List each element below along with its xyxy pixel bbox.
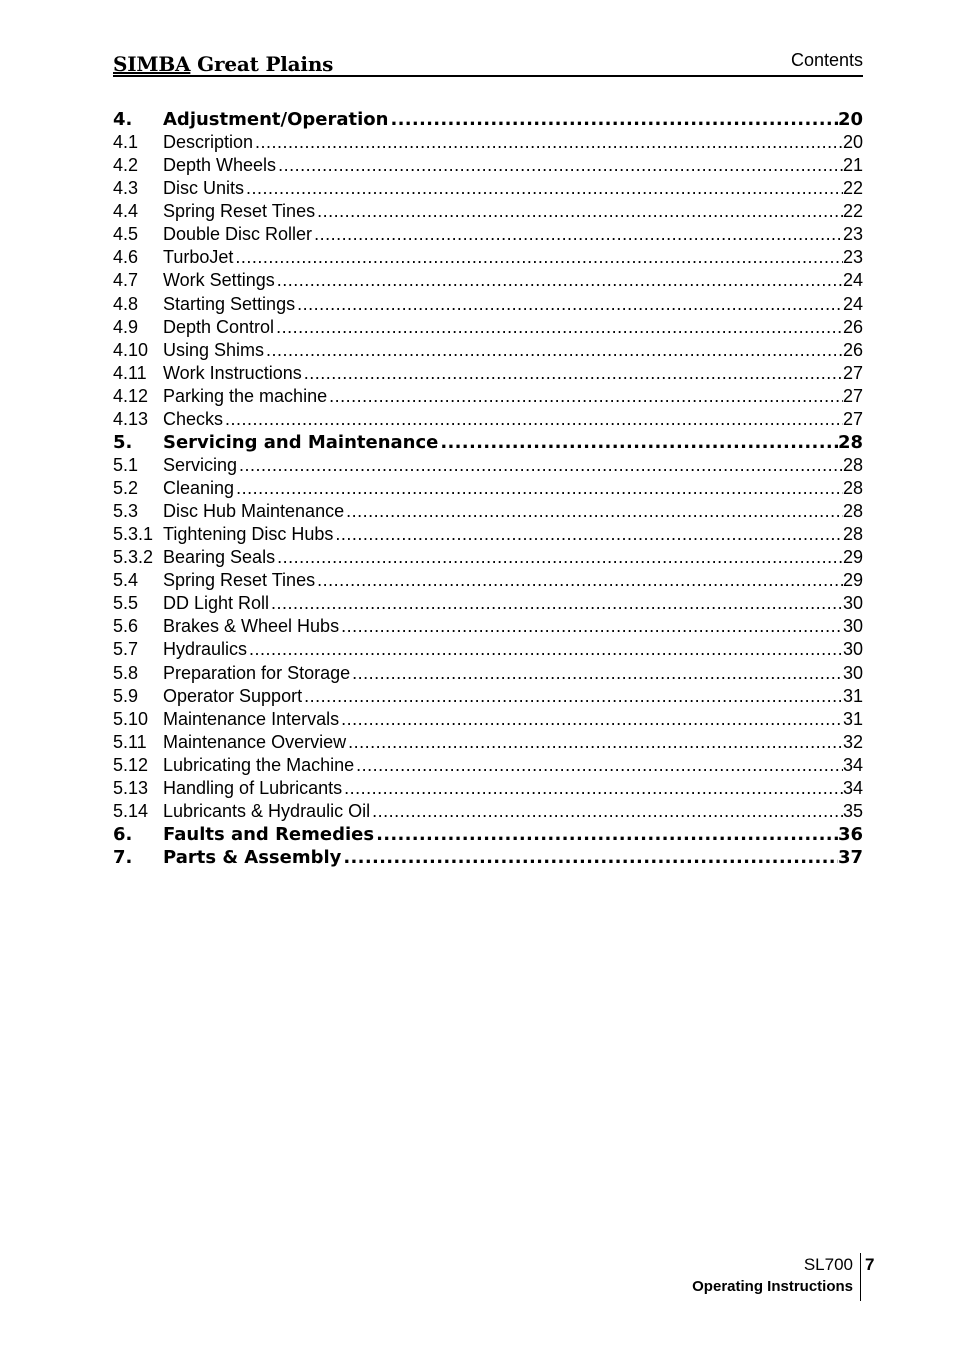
page-header: [113, 48, 863, 77]
toc-leader-dots: [314, 223, 843, 246]
toc-entry-number: 4.7: [113, 270, 139, 291]
toc-entry-title: Spring Reset Tines: [163, 570, 316, 591]
toc-entry[interactable]: [113, 546, 863, 569]
toc-entry-title: Adjustment/Operation: [163, 109, 389, 130]
toc-leader-dots: [335, 523, 843, 546]
toc-leader-dots: [440, 431, 838, 454]
toc-leader-dots: [346, 500, 843, 523]
toc-entry[interactable]: [113, 708, 863, 731]
toc-entry[interactable]: [113, 662, 863, 685]
toc-entry-title: TurboJet: [163, 247, 234, 268]
toc-entry-title: Lubricating the Machine: [163, 754, 355, 775]
toc-leader-dots: [390, 108, 837, 131]
toc-entry-title: Spring Reset Tines: [163, 201, 316, 222]
toc-entry-title: Maintenance Intervals: [163, 708, 340, 729]
toc-entry-title: Tightening Disc Hubs: [163, 524, 334, 545]
toc-leader-dots: [239, 454, 843, 477]
toc-entry[interactable]: [113, 615, 863, 638]
toc-entry-number: 6.: [113, 823, 133, 845]
toc-entry-page: 20: [842, 132, 863, 153]
toc-entry[interactable]: [113, 223, 863, 246]
toc-entry-title: Disc Units: [163, 178, 245, 199]
toc-entry-number: 4.13: [113, 408, 149, 429]
toc-entry-title: Work Instructions: [163, 362, 302, 383]
page-footer: [692, 1253, 861, 1301]
toc-entry-title: Hydraulics: [163, 639, 248, 660]
toc-entry[interactable]: [113, 408, 863, 431]
toc-leader-dots: [329, 385, 843, 408]
toc-entry[interactable]: [113, 154, 863, 177]
toc-entry-page: 26: [842, 316, 863, 337]
toc-entry[interactable]: [113, 362, 863, 385]
toc-entry-number: 4.4: [113, 201, 139, 222]
toc-entry-page: 28: [842, 524, 863, 545]
toc-entry[interactable]: [113, 685, 863, 708]
toc-leader-dots: [246, 177, 843, 200]
toc-entry-page: 30: [842, 616, 863, 637]
toc-entry-number: 4.1: [113, 132, 139, 153]
brand-name-great-plains: Great Plains: [190, 52, 334, 76]
toc-entry-number: 4.11: [113, 362, 147, 383]
toc-entry[interactable]: [113, 477, 863, 500]
toc-entry-page: 29: [842, 547, 863, 568]
toc-entry-page: 37: [837, 847, 863, 868]
toc-entry-page: 27: [842, 408, 863, 429]
toc-leader-dots: [249, 638, 843, 661]
toc-entry-page: 30: [842, 662, 863, 683]
toc-entry[interactable]: [113, 731, 863, 754]
toc-entry-title: Parts & Assembly: [163, 847, 342, 868]
toc-entry-page: 20: [837, 109, 863, 130]
toc-entry-page: 22: [842, 178, 863, 199]
toc-leader-dots: [341, 708, 843, 731]
toc-entry-number: 5.9: [113, 685, 139, 706]
toc-entry-title: Servicing and Maintenance: [163, 431, 439, 453]
toc-entry-page: 35: [842, 800, 863, 821]
toc-entry-title: Depth Control: [163, 316, 275, 337]
toc-entry[interactable]: [113, 246, 863, 269]
toc-entry-number: 5.3.1: [113, 524, 154, 545]
toc-entry-page: 28: [842, 454, 863, 475]
toc-entry-page: 36: [837, 823, 863, 845]
toc-entry[interactable]: [113, 777, 863, 800]
toc-entry[interactable]: [113, 200, 863, 223]
toc-entry-number: 5.10: [113, 708, 149, 729]
toc-entry-title: Faults and Remedies: [163, 823, 375, 845]
toc-entry[interactable]: [113, 269, 863, 292]
toc-entry-number: 5.13: [113, 777, 149, 798]
toc-entry-page: 23: [842, 224, 863, 245]
toc-entry-number: 4.2: [113, 155, 139, 176]
toc-entry-number: 5.11: [113, 731, 147, 752]
toc-entry-page: 23: [842, 247, 863, 268]
toc-leader-dots: [376, 823, 838, 846]
toc-entry-number: 4.: [113, 109, 133, 130]
toc-leader-dots: [271, 592, 843, 615]
toc-leader-dots: [344, 777, 843, 800]
toc-entry-number: 4.9: [113, 316, 139, 337]
toc-entry-number: 7.: [113, 847, 133, 868]
section-title: Contents: [790, 50, 863, 70]
toc-leader-dots: [236, 477, 843, 500]
toc-entry-title: Starting Settings: [163, 293, 296, 314]
toc-entry-title: Depth Wheels: [163, 155, 277, 176]
toc-entry-page: 30: [842, 639, 863, 660]
toc-entry-title: Preparation for Storage: [163, 662, 351, 683]
toc-entry-page: 29: [842, 570, 863, 591]
model-name: SL700: [803, 1255, 853, 1274]
toc-leader-dots: [304, 362, 843, 385]
toc-entry[interactable]: [113, 339, 863, 362]
toc-leader-dots: [225, 408, 843, 431]
toc-entry[interactable]: [113, 316, 863, 339]
toc-entry-title: Bearing Seals: [163, 547, 276, 568]
toc-entry-page: 28: [837, 431, 863, 453]
toc-leader-dots: [356, 754, 843, 777]
toc-leader-dots: [348, 731, 843, 754]
toc-entry[interactable]: [113, 131, 863, 154]
toc-entry-title: Parking the machine: [163, 385, 328, 406]
toc-entry-page: 31: [842, 708, 863, 729]
toc-entry-title: Maintenance Overview: [163, 731, 347, 752]
toc-entry-title: Description: [163, 132, 254, 153]
toc-entry-number: 4.12: [113, 385, 149, 406]
toc-entry-title: Work Settings: [163, 270, 275, 291]
toc-entry-page: 28: [842, 501, 863, 522]
toc-leader-dots: [277, 546, 843, 569]
toc-leader-dots: [235, 246, 843, 269]
brand-logo: [113, 53, 333, 75]
toc-entry-title: DD Light Roll: [163, 593, 270, 614]
toc-leader-dots: [341, 615, 843, 638]
toc-entry[interactable]: [113, 800, 863, 823]
toc-entry-page: 34: [842, 754, 863, 775]
toc-entry-number: 4.8: [113, 293, 139, 314]
toc-entry[interactable]: [113, 431, 863, 454]
toc-entry-title: Disc Hub Maintenance: [163, 501, 345, 522]
footer-info: [692, 1253, 861, 1301]
toc-entry-page: 30: [842, 593, 863, 614]
toc-entry-number: 5.7: [113, 639, 139, 660]
toc-entry[interactable]: [113, 500, 863, 523]
toc-entry-number: 5.12: [113, 754, 149, 775]
table-of-contents: [113, 108, 863, 869]
toc-entry-number: 5.3: [113, 501, 139, 522]
toc-leader-dots: [352, 662, 843, 685]
toc-entry[interactable]: [113, 454, 863, 477]
toc-leader-dots: [372, 800, 843, 823]
toc-entry-page: 21: [842, 155, 863, 176]
toc-entry-page: 31: [842, 685, 863, 706]
toc-entry-title: Brakes & Wheel Hubs: [163, 616, 340, 637]
toc-entry[interactable]: [113, 293, 863, 316]
toc-leader-dots: [317, 569, 843, 592]
page-number: 7: [865, 1255, 875, 1274]
toc-entry-number: 4.10: [113, 339, 149, 360]
toc-entry-number: 5.14: [113, 800, 149, 821]
toc-leader-dots: [278, 154, 843, 177]
toc-leader-dots: [297, 293, 843, 316]
toc-leader-dots: [343, 846, 838, 869]
toc-entry-number: 5.4: [113, 570, 139, 591]
toc-entry-number: 5.6: [113, 616, 139, 637]
toc-entry-number: 5.8: [113, 662, 139, 683]
brand-name-simba: SIMBA: [113, 52, 191, 76]
toc-entry[interactable]: [113, 523, 863, 546]
toc-entry-number: 4.5: [113, 224, 139, 245]
toc-entry-page: 27: [842, 362, 863, 383]
toc-entry-title: Operator Support: [163, 685, 303, 706]
toc-entry-page: 24: [842, 293, 863, 314]
toc-entry-title: Servicing: [163, 454, 238, 475]
toc-entry-title: Double Disc Roller: [163, 224, 313, 245]
toc-leader-dots: [277, 269, 843, 292]
toc-entry-page: 32: [842, 731, 863, 752]
toc-entry-number: 5.3.2: [113, 547, 154, 568]
toc-entry[interactable]: [113, 846, 863, 869]
toc-entry-number: 5.5: [113, 593, 139, 614]
toc-leader-dots: [276, 316, 843, 339]
toc-entry[interactable]: [113, 754, 863, 777]
toc-entry-page: 34: [842, 777, 863, 798]
toc-entry[interactable]: [113, 569, 863, 592]
toc-leader-dots: [304, 685, 843, 708]
toc-entry-title: Using Shims: [163, 339, 265, 360]
toc-entry[interactable]: [113, 108, 863, 131]
toc-entry-number: 4.6: [113, 247, 139, 268]
toc-leader-dots: [317, 200, 843, 223]
toc-entry-number: 4.3: [113, 178, 139, 199]
toc-entry-page: 28: [842, 478, 863, 498]
toc-entry[interactable]: [113, 177, 863, 200]
toc-entry-title: Cleaning: [163, 478, 235, 498]
toc-leader-dots: [266, 339, 843, 362]
toc-entry-page: 26: [842, 339, 863, 360]
toc-entry-number: 5.1: [113, 454, 139, 475]
toc-entry-number: 5.2: [113, 478, 139, 498]
toc-entry[interactable]: [113, 638, 863, 661]
document-type: Operating Instructions: [692, 1278, 853, 1295]
toc-entry-page: 24: [842, 270, 863, 291]
toc-entry-page: 27: [842, 385, 863, 406]
toc-entry-title: Lubricants & Hydraulic Oil: [163, 800, 371, 821]
toc-entry-page: 22: [842, 201, 863, 222]
toc-entry[interactable]: [113, 823, 863, 846]
toc-entry-title: Checks: [163, 408, 224, 429]
toc-entry-number: 5.: [113, 431, 133, 453]
toc-entry[interactable]: [113, 592, 863, 615]
toc-entry-title: Handling of Lubricants: [163, 777, 343, 798]
toc-leader-dots: [255, 131, 843, 154]
toc-entry[interactable]: [113, 385, 863, 408]
